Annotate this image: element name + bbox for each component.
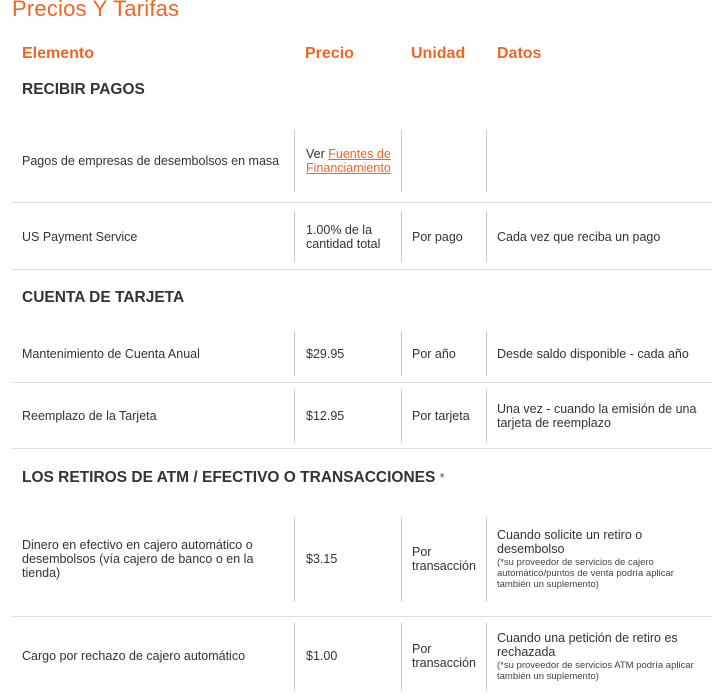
row-element: Cargo por rechazo de cajero automático <box>22 649 246 663</box>
row-element: Pagos de empresas de desembolsos en masa <box>22 154 280 168</box>
row-data: Desde saldo disponible - cada año <box>497 346 689 361</box>
row-data: Cada vez que reciba un pago <box>497 229 661 244</box>
funding-sources-link[interactable]: Fuentes de Financiamiento <box>306 147 391 175</box>
row-unit: Por pago <box>412 229 463 244</box>
table-row <box>12 616 712 695</box>
row-unit: Por transacción <box>412 545 476 573</box>
row-data: Cuando una petición de retiro es rechazada (*su proveedor de servicios ATM podría aplicar también un suplemento) <box>497 617 697 695</box>
row-element: Reemplazo de la Tarjeta <box>22 409 157 423</box>
column-header-unit: Unidad <box>411 45 466 62</box>
section-divider <box>12 269 712 271</box>
row-unit: Por año <box>412 346 456 361</box>
row-unit: Por transacción <box>412 642 476 670</box>
row-price: Ver Fuentes de Financiamiento <box>306 147 391 175</box>
section-title-receive-payments: RECIBIR PAGOS <box>22 81 145 98</box>
row-price: $3.15 <box>306 552 338 566</box>
table-row <box>12 202 712 270</box>
column-header-element: Elemento <box>22 45 95 62</box>
section-title-card-account: CUENTA DE TARJETA <box>22 289 185 306</box>
section-title-atm-withdrawals: LOS RETIROS DE ATM / EFECTIVO O TRANSACCIONES * <box>22 469 445 486</box>
row-data: Una vez - cuando la emisión de una tarjeta de reemplazo <box>497 402 697 430</box>
row-element: Mantenimiento de Cuenta Anual <box>22 346 200 361</box>
row-element: Dinero en efectivo en cajero automático o desembolsos (vía cajero de banco o en la tienda) <box>22 538 254 580</box>
table-row <box>12 512 712 606</box>
row-unit <box>412 128 484 194</box>
row-unit: Por tarjeta <box>412 409 470 423</box>
page-title: Precios Y Tarifas <box>12 0 180 21</box>
row-price: $29.95 <box>306 346 345 361</box>
table-row <box>12 382 712 449</box>
row-price: 1.00% de la cantidad total <box>306 222 381 251</box>
row-price: $12.95 <box>306 409 345 423</box>
row-data: Cuando solicite un retiro o desembolso (*su proveedor de servicios de cajero automático/puntos de venta podría aplicar también un suplemento) <box>497 512 697 606</box>
row-note: (*su proveedor de servicios de cajero automático/puntos de venta podría aplicar también un suplemento) <box>497 557 674 590</box>
column-header-price: Precio <box>305 45 354 62</box>
column-header-data: Datos <box>497 45 542 62</box>
row-price: $1.00 <box>306 649 338 663</box>
table-row <box>12 325 712 382</box>
row-element: US Payment Service <box>22 229 138 244</box>
row-note: (*su proveedor de servicios ATM podría aplicar también un suplemento) <box>497 659 694 682</box>
table-row <box>12 128 712 194</box>
section-divider <box>12 448 712 450</box>
row-data <box>497 128 712 194</box>
